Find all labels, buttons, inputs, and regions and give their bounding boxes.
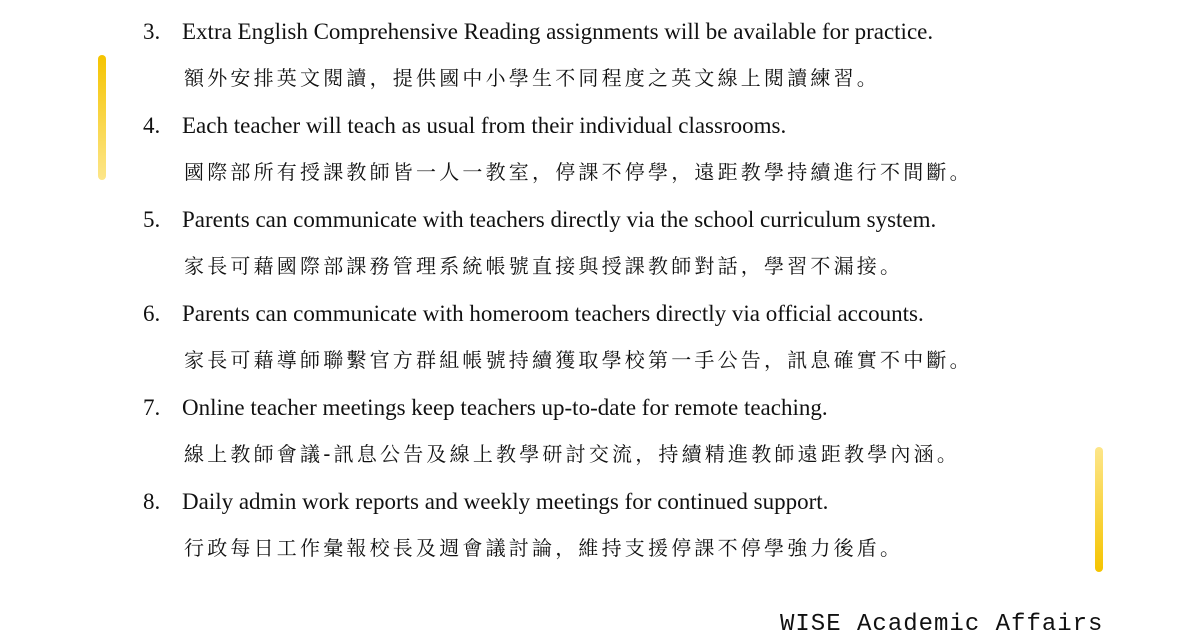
list-item-5 — [143, 205, 1103, 278]
chinese-text: 額外安排英文閱讀，提供國中小學生不同程度之英文線上閱讀練習。 — [184, 66, 880, 90]
item-number: 4. — [143, 113, 161, 138]
chinese-text: 行政每日工作彙報校長及週會議討論，維持支援停課不停學強力後盾。 — [184, 536, 904, 560]
item-number: 6. — [143, 301, 161, 326]
list-item-7 — [143, 393, 1103, 466]
english-text: Parents can communicate with teachers directly via the school curriculum system. — [182, 207, 937, 232]
english-line — [143, 393, 1103, 423]
item-number: 5. — [143, 207, 161, 232]
english-text: Daily admin work reports and weekly meetings for continued support. — [182, 489, 829, 514]
english-text: Extra English Comprehensive Reading assignments will be available for practice. — [182, 19, 934, 44]
list-item-8 — [143, 487, 1103, 560]
english-text: Parents can communicate with homeroom teachers directly via official accounts. — [182, 301, 924, 326]
english-line — [143, 111, 1103, 141]
english-line — [143, 299, 1103, 329]
item-number: 3. — [143, 19, 161, 44]
english-text: Each teacher will teach as usual from their individual classrooms. — [182, 113, 787, 138]
english-line — [143, 17, 1103, 47]
chinese-text: 國際部所有授課教師皆一人一教室，停課不停學，遠距教學持續進行不間斷。 — [184, 160, 973, 184]
list-item-4 — [143, 111, 1103, 184]
list-item-3 — [143, 17, 1103, 90]
english-line — [143, 205, 1103, 235]
item-number: 8. — [143, 489, 161, 514]
item-number: 7. — [143, 395, 161, 420]
list-item-6 — [143, 299, 1103, 372]
english-text: Online teacher meetings keep teachers up-to-date for remote teaching. — [182, 395, 828, 420]
chinese-text: 家長可藉導師聯繫官方群組帳號持續獲取學校第一手公告，訊息確實不中斷。 — [184, 348, 973, 372]
signature: WISE Academic Affairs — [780, 611, 1104, 638]
chinese-text: 家長可藉國際部課務管理系統帳號直接與授課教師對話，學習不漏接。 — [184, 254, 904, 278]
english-line — [143, 487, 1103, 517]
accent-bar-left — [98, 55, 106, 180]
chinese-text: 線上教師會議-訊息公告及線上教學研討交流，持續精進教師遠距教學內涵。 — [184, 442, 961, 466]
